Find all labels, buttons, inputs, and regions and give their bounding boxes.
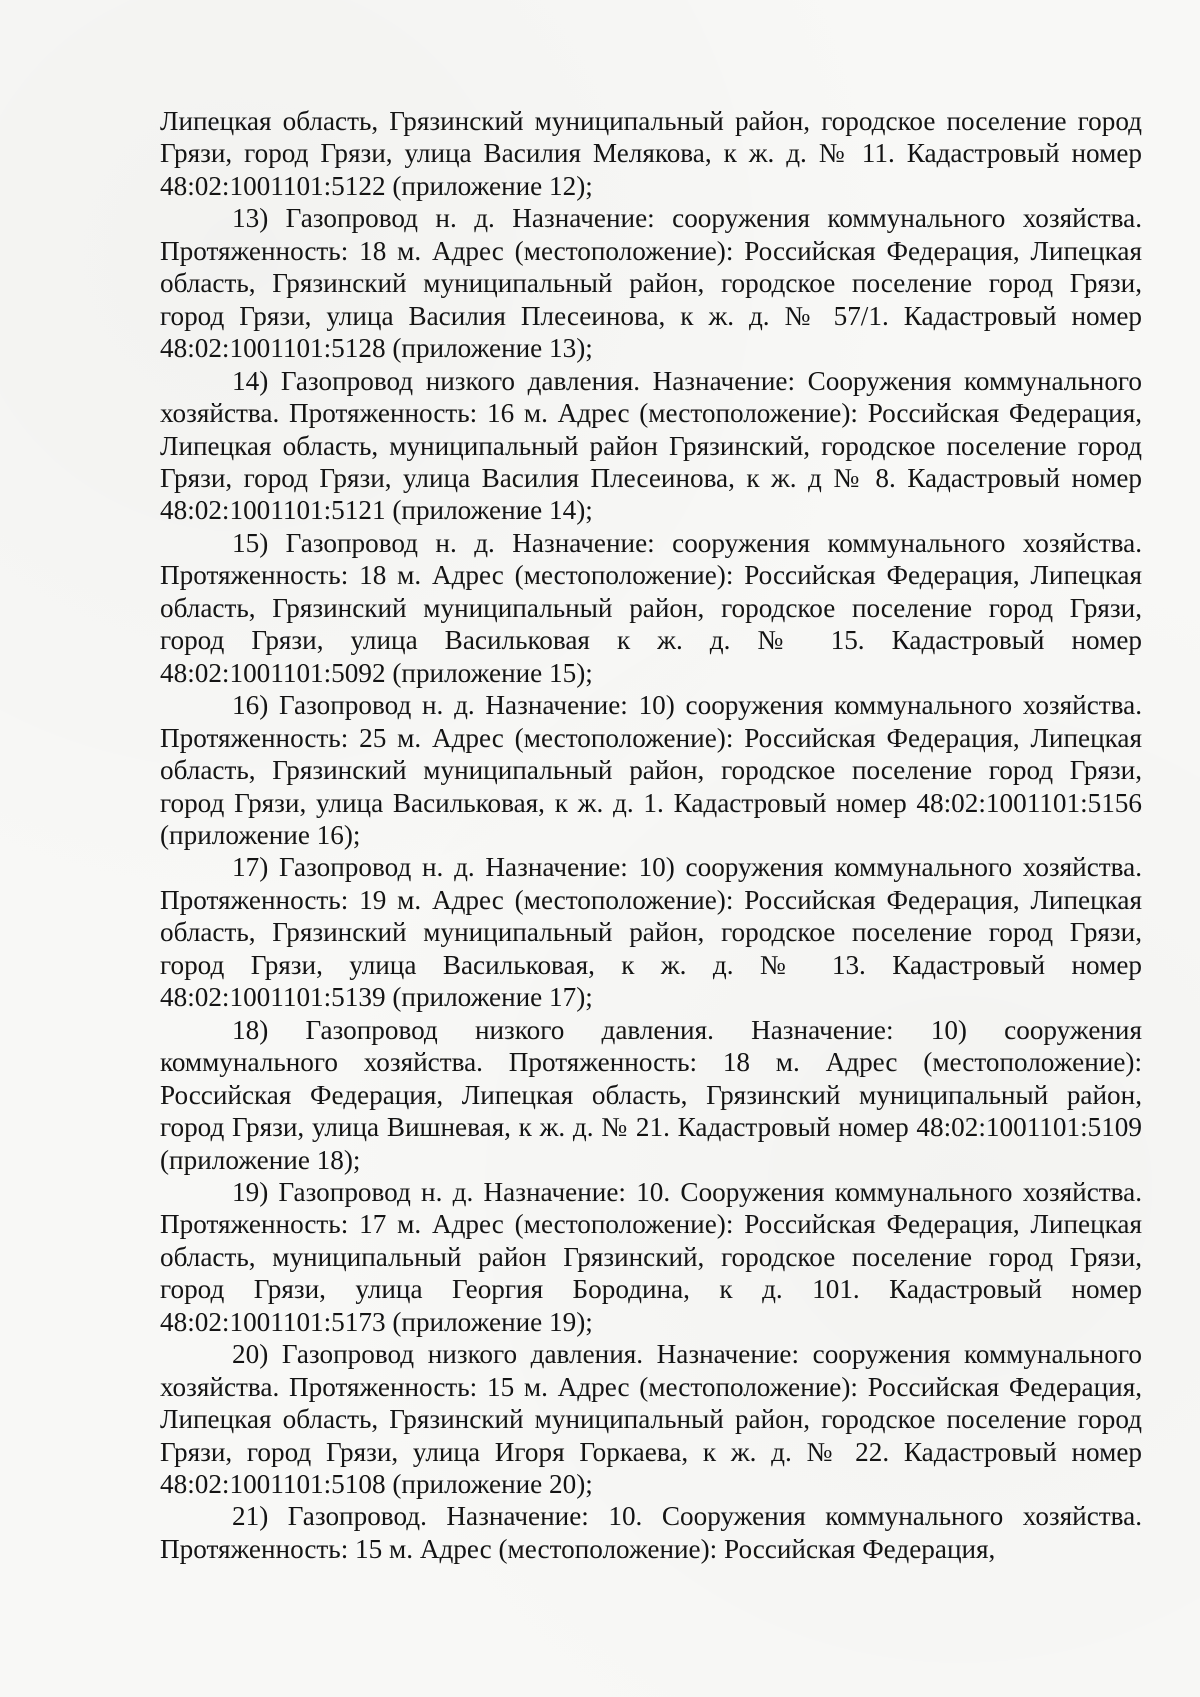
paragraph-item-16: 16) Газопровод н. д. Назначение: 10) сооружения коммунального хозяйства. Протяженность: 25 м. Адрес (местоположение): Российская Федерация, Липецкая область, Грязинский муниципальный район, городское поселение город Грязи, город Грязи, улица Васильковая, к ж. д. 1. Кадастровый номер 48:02:1001101:5156 (приложение 16); <box>160 690 1142 850</box>
paragraph-item-14: 14) Газопровод низкого давления. Назначение: Сооружения коммунального хозяйства. Протяженность: 16 м. Адрес (местоположение): Российская Федерация, Липецкая область, муниципальный район Грязинский, городское поселение город Грязи, город Грязи, улица Василия Плесеинова, к ж. д № 8. Кадастровый номер 48:02:1001101:5121 (приложение 14); <box>160 365 1142 526</box>
paragraph-continuation: Липецкая область, Грязинский муниципальный район, городское поселение город Грязи, город Грязи, улица Василия Мелякова, к ж. д. № 11. Кадастровый номер 48:02:1001101:5122 (приложение 12); <box>160 106 1142 201</box>
paragraph-item-18: 18) Газопровод низкого давления. Назначение: 10) сооружения коммунального хозяйства. Протяженность: 18 м. Адрес (местоположение): Российская Федерация, Липецкая область, Грязинский муниципальный район, город Грязи, улица Вишневая, к ж. д. № 21. Кадастровый номер 48:02:1001101:5109 (приложение 18); <box>160 1014 1142 1175</box>
paragraph-item-21: 21) Газопровод. Назначение: 10. Сооружения коммунального хозяйства. Протяженность: 15 м. Адрес (местоположение): Российская Федерация, <box>160 1501 1142 1564</box>
document-body <box>160 105 1142 1565</box>
paragraph-item-17: 17) Газопровод н. д. Назначение: 10) сооружения коммунального хозяйства. Протяженность: 19 м. Адрес (местоположение): Российская Федерация, Липецкая область, Грязинский муниципальный район, городское поселение город Грязи, город Грязи, улица Васильковая, к ж. д. № 13. Кадастровый номер 48:02:1001101:5139 (приложение 17); <box>160 852 1142 1013</box>
paragraph-item-15: 15) Газопровод н. д. Назначение: сооружения коммунального хозяйства. Протяженность: 18 м. Адрес (местоположение): Российская Федерация, Липецкая область, Грязинский муниципальный район, городское поселение город Грязи, город Грязи, улица Васильковая к ж. д. № 15. Кадастровый номер 48:02:1001101:5092 (приложение 15); <box>160 527 1142 688</box>
paragraph-item-20: 20) Газопровод низкого давления. Назначение: сооружения коммунального хозяйства. Протяженность: 15 м. Адрес (местоположение): Российская Федерация, Липецкая область, Грязинский муниципальный район, городское поселение город Грязи, город Грязи, улица Игоря Горкаева, к ж. д. № 22. Кадастровый номер 48:02:1001101:5108 (приложение 20); <box>160 1339 1142 1500</box>
paragraph-item-19: 19) Газопровод н. д. Назначение: 10. Сооружения коммунального хозяйства. Протяженность: 17 м. Адрес (местоположение): Российская Федерация, Липецкая область, муниципальный район Грязинский, городское поселение город Грязи, город Грязи, улица Георгия Бородина, к д. 101. Кадастровый номер 48:02:1001101:5173 (приложение 19); <box>160 1176 1142 1337</box>
paragraph-item-13: 13) Газопровод н. д. Назначение: сооружения коммунального хозяйства. Протяженность: 18 м. Адрес (местоположение): Российская Федерация, Липецкая область, Грязинский муниципальный район, городское поселение город Грязи, город Грязи, улица Василия Плесеинова, к ж. д. № 57/1. Кадастровый номер 48:02:1001101:5128 (приложение 13); <box>160 203 1142 364</box>
